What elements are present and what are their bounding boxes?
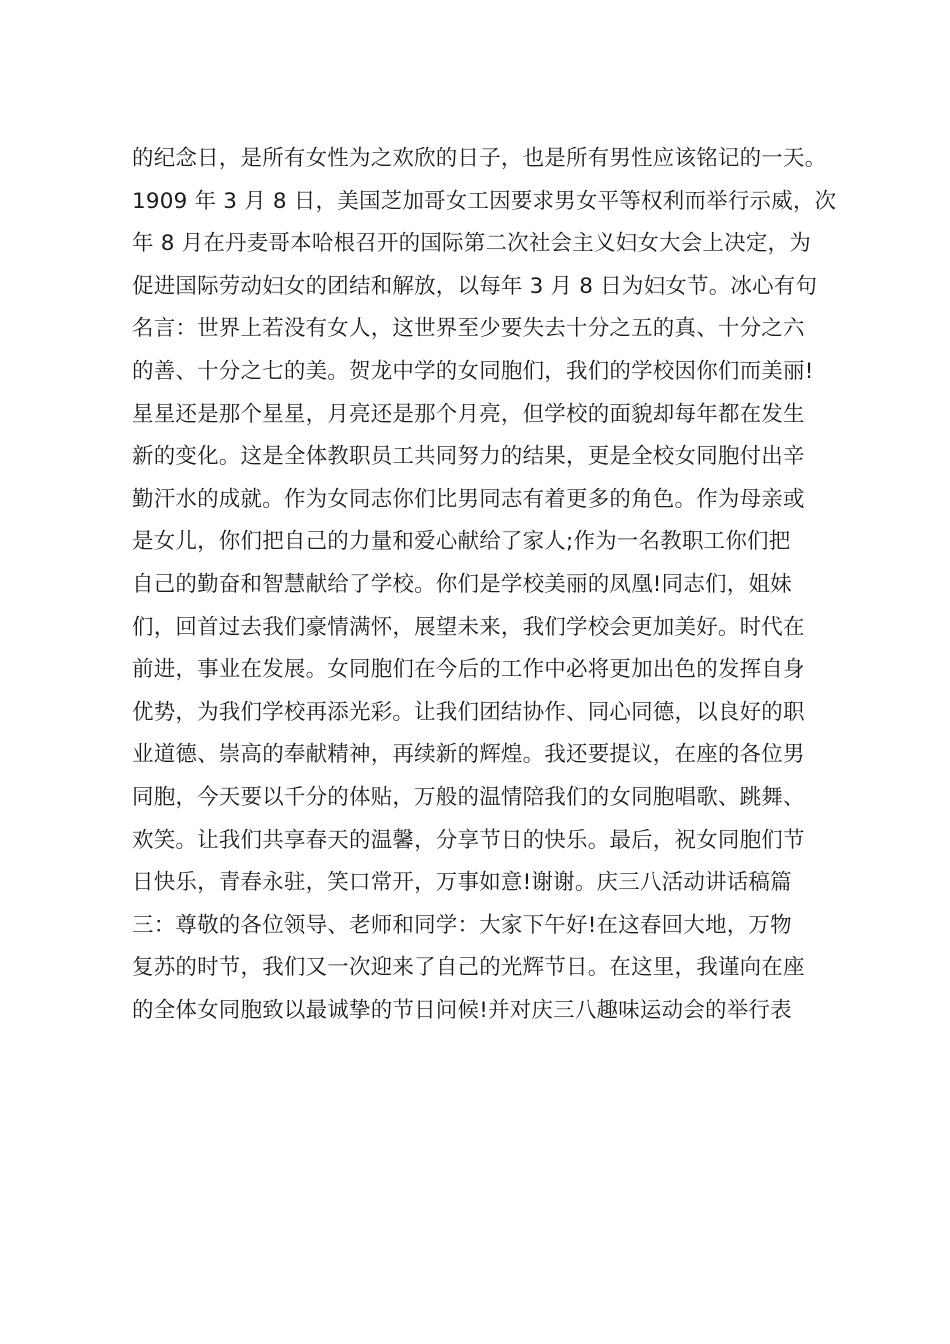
text-line: 自己的勤奋和智慧献给了学校。你们是学校美丽的凤凰!同志们，姐妹 [132,571,792,597]
text-line: 优势，为我们学校再添光彩。让我们团结协作、同心同德，以良好的职 [132,699,805,725]
text-line: 勤汗水的成就。作为女同志你们比男同志有着更多的角色。作为母亲或 [132,486,805,512]
text-line: 年 8 月在丹麦哥本哈根召开的国际第二次社会主义妇女大会上决定，为 [132,231,811,257]
text-line: 新的变化。这是全体教职员工共同努力的结果，更是全校女同胞付出辛 [132,444,805,470]
text-line: 促进国际劳动妇女的团结和解放，以每年 3 月 8 日为妇女节。冰心有句 [132,273,818,299]
text-line: 是女儿，你们把自己的力量和爱心献给了家人;作为一名教职工你们把 [132,529,791,555]
text-line: 前进，事业在发展。女同胞们在今后的工作中必将更加出色的发挥自身 [132,657,805,683]
text-line: 星星还是那个星星，月亮还是那个月亮，但学校的面貌却每年都在发生 [132,401,805,427]
text-line: 业道德、崇高的奉献精神，再续新的辉煌。我还要提议，在座的各位男 [132,742,805,768]
text-line: 的全体女同胞致以最诚挚的节日问候!并对庆三八趣味运动会的举行表 [132,997,792,1023]
body-text [132,138,852,1032]
text-line: 名言：世界上若没有女人，这世界至少要失去十分之五的真、十分之六 [132,316,805,342]
text-line: 的纪念日，是所有女性为之欢欣的日子，也是所有男性应该铭记的一天。 [132,146,827,171]
text-line: 欢笑。让我们共享春天的温馨，分享节日的快乐。最后，祝女同胞们节 [132,827,805,853]
text-line: 同胞，今天要以千分的体贴，万般的温情陪我们的女同胞唱歌、跳舞、 [132,784,805,810]
text-line: 1909 年 3 月 8 日，美国芝加哥女工因要求男女平等权利而举行示威，次 [132,188,837,214]
text-line: 复苏的时节，我们又一次迎来了自己的光辉节日。在这里，我谨向在座 [132,955,805,981]
text-line: 三：尊敬的各位领导、老师和同学：大家下午好!在这春回大地，万物 [132,912,792,938]
text-line: 的善、十分之七的美。贺龙中学的女同胞们，我们的学校因你们而美丽! [132,358,814,384]
text-line: 日快乐，青春永驻，笑口常开，万事如意!谢谢。庆三八活动讲话稿篇 [132,870,792,896]
text-line: 们，回首过去我们豪情满怀，展望未来，我们学校会更加美好。时代在 [132,614,805,640]
